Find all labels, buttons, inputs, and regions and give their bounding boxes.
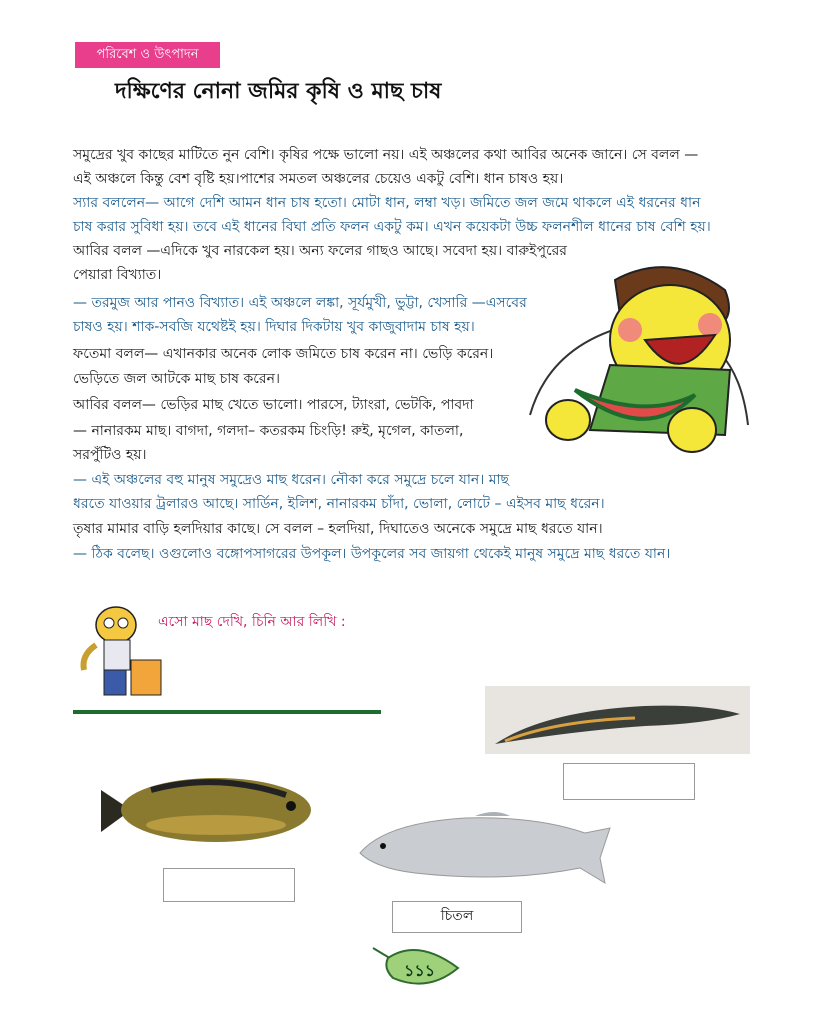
page-number: ১১১ <box>404 961 436 980</box>
text-line: এই অঞ্চলে কিন্তু বেশ বৃষ্টি হয়।পাশের সমতল অঞ্চলের চেয়েও একটু বেশি। ধান চাষও হয়। <box>73 171 564 187</box>
label-box-1[interactable] <box>563 763 695 800</box>
page-title: দক্ষিণের নোনা জমির কৃষি ও মাছ চাষ <box>115 79 442 104</box>
text-line: তৃষার মামার বাড়ি হলদিয়ার কাছে। সে বলল – হলদিয়া, দিঘাতেও অনেকে সমুদ্রে মাছ ধরতে যান। <box>73 521 603 537</box>
eel-fish-photo <box>485 686 750 754</box>
label-box-3[interactable]: চিতল <box>392 901 522 933</box>
grouper-fish-illustration <box>96 770 321 850</box>
text-line: চাষও হয়। শাক-সবজি যথেষ্টই হয়। দিঘার দিকটায় খুব কাজুবাদাম চাষ হয়। <box>73 319 475 335</box>
chital-fish-illustration <box>355 808 615 888</box>
section-tag: পরিবেশ ও উৎপাদন <box>75 42 220 68</box>
activity-prompt: এসো মাছ দেখি, চিনি আর লিখি : <box>158 614 346 630</box>
text-line: সমুদ্রের খুব কাছের মাটিতে নুন বেশি। কৃষির পক্ষে ভালো নয়। এই অঞ্চলের কথা আবির অনেক জানে। সে বলল — <box>73 147 699 163</box>
text-line: আবির বলল— ভেড়ির মাছ খেতে ভালো। পারসে, ট্যাংরা, ভেটকি, পাবদা <box>73 397 474 413</box>
text-line: স্যার বললেন— আগে দেশি আমন ধান চাষ হতো। মোটা ধান, লম্বা খড়। জমিতে জল জমে থাকলে এই ধরনের ধান <box>73 195 701 211</box>
text-line: আবির বলল —এদিকে খুব নারকেল হয়। অন্য ফলের গাছও আছে। সবেদা হয়। বারুইপুরের <box>73 243 567 259</box>
label-box-2[interactable] <box>163 868 295 902</box>
text-line: পেয়ারা বিখ্যাত। <box>73 267 162 283</box>
text-line: সরপুঁটিও হয়। <box>73 447 147 463</box>
text-line: ভেড়িতে জল আটকে মাছ চাষ করেন। <box>73 371 280 387</box>
text-line: — ঠিক বলেছ। ওগুলোও বঙ্গোপসাগরের উপকূল। উপকূলের সব জায়গা থেকেই মানুষ সমুদ্রে মাছ ধরতে যান। <box>73 546 671 562</box>
divider-line <box>73 710 381 714</box>
text-line: — নানারকম মাছ। বাগদা, গলদা– কতরকম চিংড়ি! রুই, মৃগেল, কাতলা, <box>73 423 464 439</box>
text-line: — তরমুজ আর পানও বিখ্যাত। এই অঞ্চলে লঙ্কা, সূর্যমুখী, ভুট্টা, খেসারি —এসবের <box>73 295 527 311</box>
text-line: ধরতে যাওয়ার ট্রলারও আছে। সার্ডিন, ইলিশ, নানারকম চাঁদা, ভোলা, লোটে – এইসব মাছ ধরেন। <box>73 496 605 512</box>
boy-watermelon-illustration <box>520 255 750 475</box>
text-line: ফতেমা বলল— এখানকার অনেক লোক জমিতে চাষ করেন না। ভেড়ি করেন। <box>73 346 494 362</box>
text-line: চাষ করার সুবিধা হয়। তবে এই ধানের বিঘা প্রতি ফলন একটু কম। এখন কয়েকটা উচ্চ ফলনশীল ধানের চাষ বেশি হয়। <box>73 219 711 235</box>
text-line: — এই অঞ্চলের বহু মানুষ সমুদ্রেও মাছ ধরেন। নৌকা করে সমুদ্রে চলে যান। মাছ <box>73 472 510 488</box>
